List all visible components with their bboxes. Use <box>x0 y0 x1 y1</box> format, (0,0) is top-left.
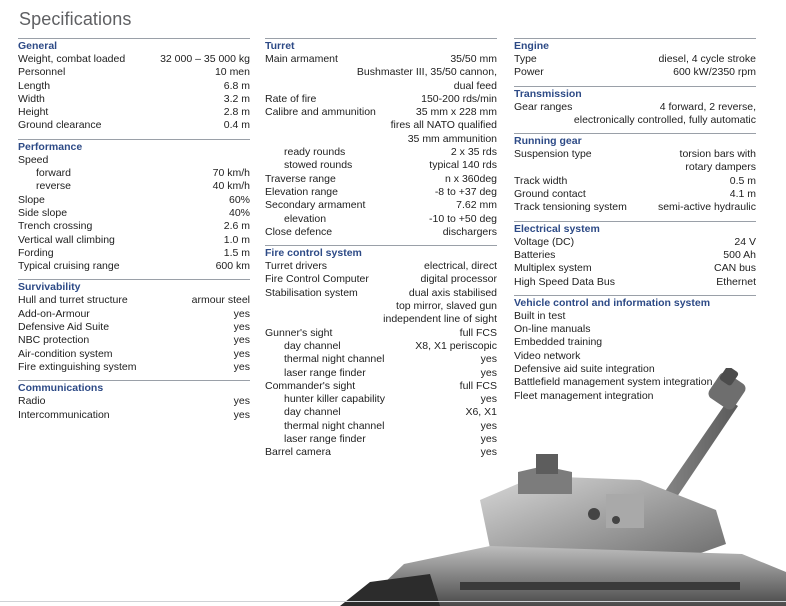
spec-value: yes <box>233 347 250 360</box>
spec-row <box>265 287 497 300</box>
spec-row <box>514 336 756 349</box>
spec-label: Side slope <box>18 206 68 219</box>
spec-value: 1.5 m <box>223 246 250 259</box>
spec-row <box>514 148 756 161</box>
spec-value: dischargers <box>442 225 497 238</box>
bottom-divider <box>0 601 786 602</box>
spec-value: 40% <box>228 206 250 219</box>
spec-value: yes <box>233 321 250 334</box>
spec-label: Defensive aid suite integration <box>514 363 655 376</box>
spec-label: Multiplex system <box>514 262 592 275</box>
spec-row <box>18 106 250 119</box>
spec-label: Add-on-Armour <box>18 307 90 320</box>
spec-label: High Speed Data Bus <box>514 275 615 288</box>
spec-row <box>265 159 497 172</box>
spec-row <box>18 220 250 233</box>
spec-label: Turret drivers <box>265 260 328 273</box>
spec-label: Vertical wall climbing <box>18 233 115 246</box>
spec-row <box>265 146 497 159</box>
spec-row <box>514 350 756 363</box>
spec-row <box>265 260 497 273</box>
spec-label: Gunner's sight <box>265 326 333 339</box>
spec-row <box>18 207 250 220</box>
spec-value: diesel, 4 cycle stroke <box>658 53 756 65</box>
spec-label: Intercommunication <box>18 408 110 421</box>
spec-value-continued: 35 mm ammunition <box>407 132 497 145</box>
spec-value: yes <box>233 307 250 320</box>
spec-label: laser range finder <box>284 433 366 446</box>
spec-label: Calibre and ammunition <box>265 106 376 119</box>
section-heading: Performance <box>18 139 250 154</box>
spec-value: yes <box>233 408 250 421</box>
spec-value: yes <box>480 366 497 379</box>
spec-label: Built in test <box>514 309 566 322</box>
spec-row <box>514 249 756 262</box>
spec-label: Height <box>18 106 49 119</box>
spec-label: Speed <box>18 153 49 166</box>
spec-label: Stabilisation system <box>265 286 358 299</box>
spec-label: Rate of fire <box>265 92 317 105</box>
section-performance <box>18 139 250 274</box>
spec-label: day channel <box>284 339 341 352</box>
spec-row <box>265 353 497 366</box>
spec-row <box>18 53 250 66</box>
spec-row <box>18 180 250 193</box>
spec-value: 500 Ah <box>723 248 756 261</box>
spec-value: semi-active hydraulic <box>657 201 756 214</box>
spec-value: 70 km/h <box>212 167 250 180</box>
spec-label: ready rounds <box>284 146 346 159</box>
spec-row <box>18 348 250 361</box>
spec-value: 32 000 – 35 000 kg <box>160 53 250 65</box>
spec-value-continued: top mirror, slaved gun <box>396 300 497 313</box>
spec-label: Voltage (DC) <box>514 235 575 248</box>
spec-row <box>18 321 250 334</box>
spec-value: 0.5 m <box>729 174 756 187</box>
spec-row <box>514 101 756 114</box>
section-turret <box>265 38 497 239</box>
section-electrical <box>514 221 756 289</box>
spec-label: Traverse range <box>265 172 336 185</box>
section-survivability <box>18 279 250 374</box>
spec-value: yes <box>480 433 497 446</box>
spec-label: Track tensioning system <box>514 201 627 214</box>
spec-value: yes <box>233 360 250 373</box>
spec-label: Track width <box>514 174 568 187</box>
spec-value: 150-200 rds/min <box>421 92 497 105</box>
page-title: Specifications <box>19 9 132 29</box>
spec-label: Ground clearance <box>18 119 102 132</box>
spec-row <box>18 167 250 180</box>
spec-row <box>514 66 756 79</box>
spec-row <box>265 53 497 66</box>
spec-row <box>514 323 756 336</box>
spec-row <box>265 327 497 340</box>
spec-value: 7.62 mm <box>456 199 497 212</box>
spec-label: Defensive Aid Suite <box>18 321 110 334</box>
spec-value: 60% <box>228 193 250 206</box>
spec-label: Fording <box>18 246 54 259</box>
spec-label: Type <box>514 53 537 65</box>
spec-label: stowed rounds <box>284 159 353 172</box>
spec-row <box>18 93 250 106</box>
spec-value: yes <box>233 334 250 347</box>
spec-row <box>265 226 497 239</box>
spec-row <box>18 294 250 307</box>
spec-value-continued: independent line of sight <box>383 313 497 326</box>
spec-value: -10 to +50 deg <box>428 212 497 225</box>
spec-label: Hull and turret structure <box>18 294 128 307</box>
section-heading: General <box>18 38 250 53</box>
spec-row <box>265 186 497 199</box>
section-heading: Engine <box>514 38 756 53</box>
spec-value: dual axis stabilised <box>408 286 497 299</box>
spec-label: Embedded training <box>514 336 603 349</box>
spec-value: 4.1 m <box>729 188 756 201</box>
spec-label: Width <box>18 92 45 105</box>
spec-value: Ethernet <box>716 275 756 288</box>
spec-label: hunter killer capability <box>284 393 385 406</box>
spec-row <box>514 262 756 275</box>
spec-label: Barrel camera <box>265 446 331 459</box>
spec-label: laser range finder <box>284 366 366 379</box>
spec-value: X6, X1 <box>465 406 497 419</box>
spec-label: On-line manuals <box>514 323 591 336</box>
spec-value-continued: Bushmaster III, 35/50 cannon, <box>356 66 497 79</box>
spec-row <box>18 395 250 408</box>
spec-label: Close defence <box>265 225 333 238</box>
spec-label: Commander's sight <box>265 379 356 392</box>
spec-label: forward <box>36 167 72 180</box>
spec-value: 10 men <box>214 66 250 79</box>
spec-row <box>265 199 497 212</box>
section-heading: Running gear <box>514 133 756 148</box>
spec-value: 3.2 m <box>223 92 250 105</box>
spec-row <box>265 106 497 119</box>
spec-value: 0.4 m <box>223 119 250 132</box>
column-right <box>514 38 756 409</box>
spec-label: Power <box>514 66 544 79</box>
spec-value: armour steel <box>191 294 250 307</box>
section-heading: Electrical system <box>514 221 756 236</box>
spec-value: yes <box>480 446 497 459</box>
spec-value: yes <box>480 419 497 432</box>
spec-value: 6.8 m <box>223 79 250 92</box>
spec-row <box>265 213 497 226</box>
spec-label: Fire Control Computer <box>265 273 369 286</box>
spec-row <box>18 194 250 207</box>
section-heading: Transmission <box>514 86 756 101</box>
spec-label: Fleet management integration <box>514 389 654 402</box>
spec-label: Length <box>18 79 51 92</box>
section-transmission <box>514 86 756 128</box>
spec-value-continued: dual feed <box>453 79 497 92</box>
spec-row <box>514 310 756 323</box>
spec-value: 600 km <box>215 260 250 273</box>
spec-label: Battlefield management system integration <box>514 376 713 389</box>
spec-row <box>18 119 250 132</box>
spec-label: Video network <box>514 349 581 362</box>
spec-value: 1.0 m <box>223 233 250 246</box>
section-heading: Vehicle control and information system <box>514 295 756 310</box>
spec-label: Main armament <box>265 53 338 65</box>
spec-row <box>18 308 250 321</box>
spec-row <box>265 173 497 186</box>
section-heading: Survivability <box>18 279 250 294</box>
section-running-gear <box>514 133 756 214</box>
spec-label: day channel <box>284 406 341 419</box>
spec-row <box>514 53 756 66</box>
spec-value: 35/50 mm <box>450 53 497 65</box>
spec-row <box>18 260 250 273</box>
spec-value-continued: rotary dampers <box>685 161 756 174</box>
spec-row <box>514 201 756 214</box>
spec-value: -8 to +37 deg <box>434 185 497 198</box>
spec-label: Radio <box>18 395 46 408</box>
spec-label: Gear ranges <box>514 100 573 113</box>
spec-label: Secondary armament <box>265 199 366 212</box>
spec-label: thermal night channel <box>284 353 385 366</box>
section-engine <box>514 38 756 80</box>
spec-label: Elevation range <box>265 185 338 198</box>
spec-value: 40 km/h <box>212 180 250 193</box>
spec-value: n x 360deg <box>445 172 497 185</box>
spec-row <box>514 236 756 249</box>
spec-label: Fire extinguishing system <box>18 360 137 373</box>
section-heading: Fire control system <box>265 245 497 260</box>
spec-value: 2 x 35 rds <box>450 146 497 159</box>
spec-row <box>265 93 497 106</box>
spec-label: elevation <box>284 212 327 225</box>
spec-row <box>18 409 250 422</box>
spec-row <box>18 80 250 93</box>
spec-value: 4 forward, 2 reverse, <box>659 100 756 113</box>
spec-row <box>18 247 250 260</box>
tank-hull <box>340 546 786 606</box>
spec-value: CAN bus <box>713 262 756 275</box>
spec-row <box>18 154 250 167</box>
spec-row <box>18 361 250 374</box>
spec-value: 35 mm x 228 mm <box>415 106 497 119</box>
spec-label: Ground contact <box>514 188 586 201</box>
spec-value: 24 V <box>734 235 756 248</box>
spec-row <box>18 234 250 247</box>
spec-label: Slope <box>18 193 45 206</box>
spec-value: yes <box>233 395 250 408</box>
spec-row <box>514 175 756 188</box>
spec-row <box>514 188 756 201</box>
section-general <box>18 38 250 133</box>
spec-row <box>514 276 756 289</box>
spec-label: Typical cruising range <box>18 260 120 273</box>
spec-label: Batteries <box>514 248 556 261</box>
section-communications <box>18 380 250 422</box>
spec-row <box>265 273 497 286</box>
spec-value: 2.8 m <box>223 106 250 119</box>
spec-value: 600 kW/2350 rpm <box>673 66 756 79</box>
spec-label: Weight, combat loaded <box>18 53 126 65</box>
spec-value: yes <box>480 353 497 366</box>
spec-value: 2.6 m <box>223 220 250 233</box>
spec-value-continued: electronically controlled, fully automatic <box>573 113 756 126</box>
spec-value: typical 140 rds <box>429 159 497 172</box>
spec-value: X8, X1 periscopic <box>415 339 497 352</box>
section-heading: Turret <box>265 38 497 53</box>
spec-label: Air-condition system <box>18 347 113 360</box>
section-heading: Communications <box>18 380 250 395</box>
column-left <box>18 38 250 428</box>
tank-illustration <box>340 368 786 606</box>
spec-label: NBC protection <box>18 334 90 347</box>
spec-label: thermal night channel <box>284 419 385 432</box>
spec-row <box>18 334 250 347</box>
spec-value: torsion bars with <box>679 148 756 161</box>
spec-label: Suspension type <box>514 148 592 161</box>
spec-value: digital processor <box>420 273 497 286</box>
spec-label: Personnel <box>18 66 66 79</box>
spec-value: full FCS <box>459 326 497 339</box>
spec-value: electrical, direct <box>424 260 497 273</box>
spec-value: yes <box>480 393 497 406</box>
spec-value-continued: fires all NATO qualified <box>390 119 497 132</box>
spec-label: Trench crossing <box>18 220 93 233</box>
spec-label: reverse <box>36 180 72 193</box>
spec-value: full FCS <box>459 379 497 392</box>
spec-row <box>18 66 250 79</box>
spec-row <box>265 340 497 353</box>
